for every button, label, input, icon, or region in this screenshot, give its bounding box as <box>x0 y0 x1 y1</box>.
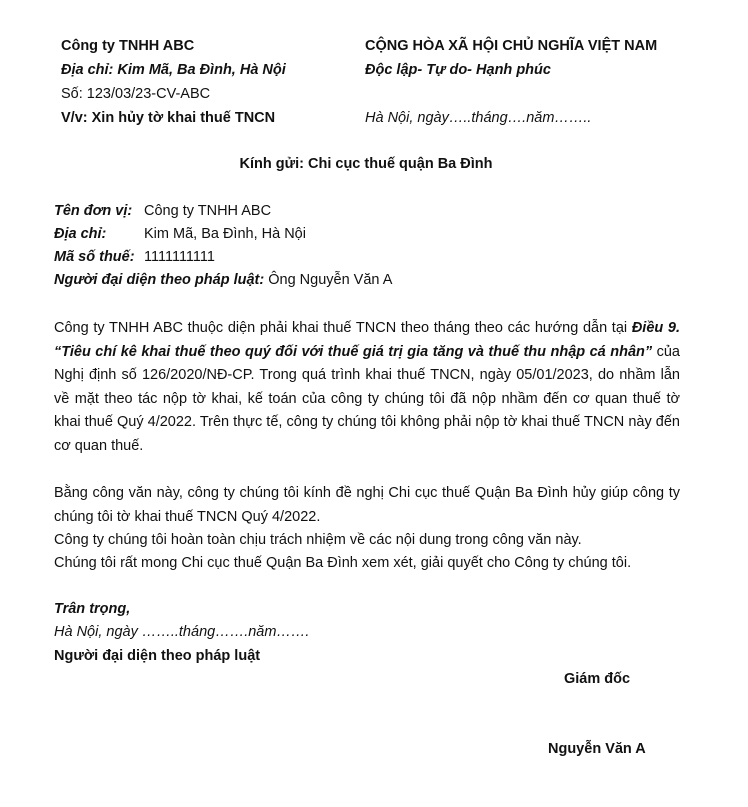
closing-rep-title: Người đại diện theo pháp luật <box>54 648 261 664</box>
info-unit-row <box>54 203 271 219</box>
national-title: CỘNG HÒA XÃ HỘI CHỦ NGHĨA VIỆT NAM <box>365 38 658 54</box>
signer-position: Giám đốc <box>564 671 631 687</box>
info-tax-value: 1111111111 <box>144 249 215 265</box>
info-unit-label: Tên đơn vị: <box>54 203 133 219</box>
body-paragraph-3: Công ty chúng tôi hoàn toàn chịu trách nhiệm về các nội dung trong công văn này. <box>54 532 582 548</box>
info-address-label: Địa chỉ: <box>54 226 107 242</box>
info-address-value: Kim Mã, Ba Đình, Hà Nội <box>144 226 306 242</box>
body-paragraph-2: Bằng công văn này, công ty chúng tôi kính đề nghị Chi cục thuế Quận Ba Đình hủy giúp công ty chúng tôi tờ khai thuế TNCN Quý 4/2022. <box>54 485 680 525</box>
company-address: Địa chỉ: Kim Mã, Ba Đình, Hà Nội <box>61 62 286 78</box>
info-address-row <box>54 226 306 242</box>
info-unit-value: Công ty TNHH ABC <box>144 203 272 219</box>
info-rep-label: Người đại diện theo pháp luật: <box>54 272 265 288</box>
signer-name: Nguyễn Văn A <box>548 741 646 757</box>
body-paragraph-4: Chúng tôi rất mong Chi cục thuế Quận Ba Đình xem xét, giải quyết cho Công ty chúng tôi. <box>54 555 632 571</box>
info-rep-value: Ông Nguyễn Văn A <box>268 272 393 288</box>
recipient-line: Kính gửi: Chi cục thuế quận Ba Đình <box>239 156 493 172</box>
info-rep-row <box>54 272 392 288</box>
national-motto: Độc lập- Tự do- Hạnh phúc <box>365 62 551 78</box>
body-p1-rest: của Nghị định số 126/2020/NĐ-CP. Trong quá trình khai thuế TNCN, ngày 05/01/2023, do nhầm lẫn về mặt theo tác nộp tờ khai, kế toán của công ty chúng tôi đã nộp nhầm đến cơ quan thuế tờ khai thuế Quý 4/2022. Trên thực tế, công ty chúng tôi không phải nộp tờ khai thuế TNCN này đến cơ quan thuế. <box>54 343 680 454</box>
document-subject: V/v: Xin hủy tờ khai thuế TNCN <box>61 110 276 126</box>
document-number: Số: 123/03/23-CV-ABC <box>61 86 211 102</box>
closing-place-date: Hà Nội, ngày ……..tháng…….năm……. <box>54 624 310 640</box>
body-p1-intro: Công ty TNHH ABC thuộc diện phải khai thuế TNCN theo tháng theo các hướng dẫn tại <box>54 320 632 336</box>
closing-regards: Trân trọng, <box>54 601 131 617</box>
body-paragraph-1 <box>54 317 680 458</box>
place-date-header: Hà Nội, ngày…..tháng….năm…….. <box>365 110 592 126</box>
body-p1-legal-reference: Điều 9. “Tiêu chí kê khai thuế theo quý đối với thuế giá trị gia tăng và thuế thu nhập cá nhân” <box>54 320 681 360</box>
info-tax-row <box>54 249 215 265</box>
info-tax-label: Mã số thuế: <box>54 249 135 265</box>
company-name: Công ty TNHH ABC <box>61 38 195 54</box>
